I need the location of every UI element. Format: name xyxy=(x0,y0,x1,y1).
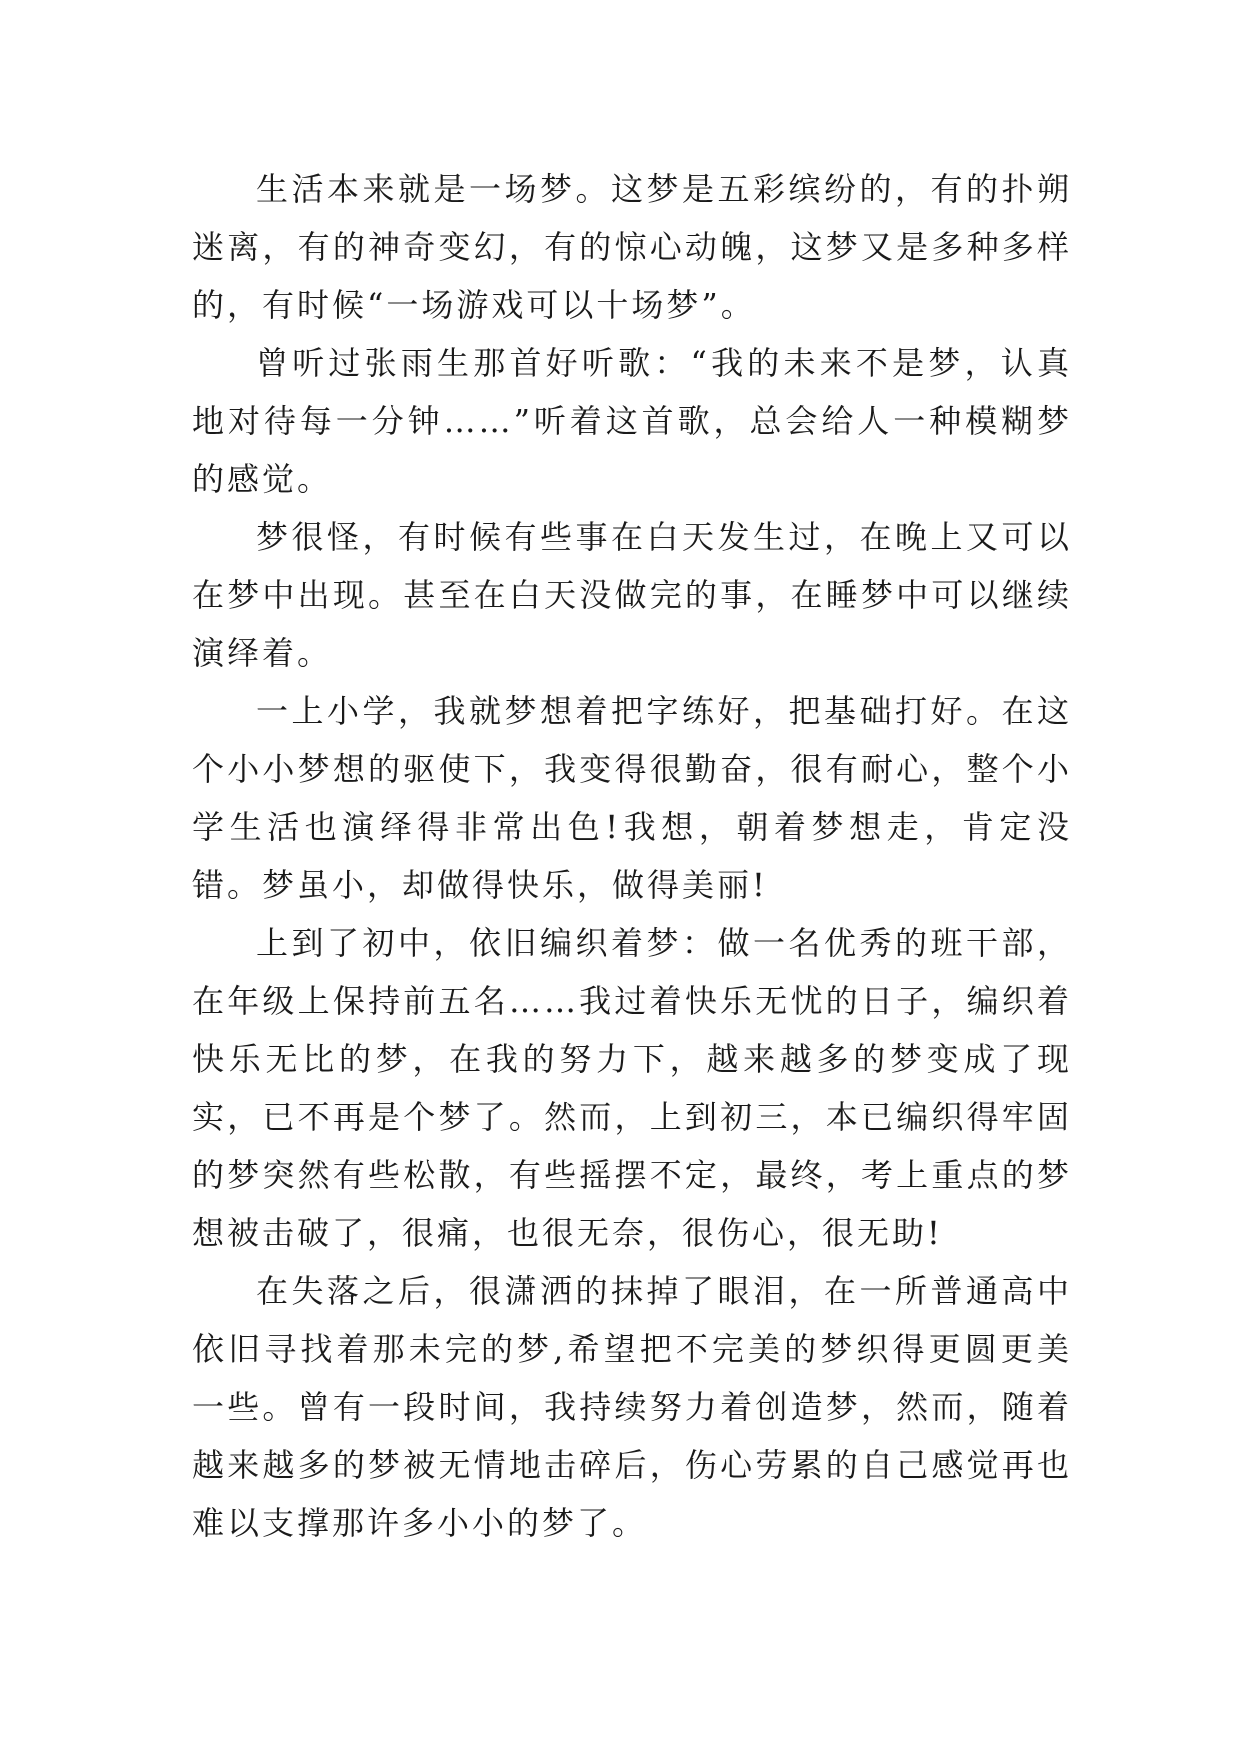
paragraph: 上到了初中，依旧编织着梦：做一名优秀的班干部，在年级上保持前五名……我过着快乐无忧的日子，编织着快乐无比的梦，在我的努力下，越来越多的梦变成了现实，已不再是个梦了。然而，上到初三，本已编织得牢固的梦突然有些松散，有些摇摆不定，最终，考上重点的梦想被击破了，很痛，也很无奈，很伤心，很无助! xyxy=(192,924,1072,1252)
paragraph: 梦很怪，有时候有些事在白天发生过，在晚上又可以在梦中出现。甚至在白天没做完的事，在睡梦中可以继续演绎着。 xyxy=(192,518,1072,672)
document-body xyxy=(192,160,1072,1552)
paragraph: 曾听过张雨生那首好听歌：“我的未来不是梦，认真地对待每一分钟……”听着这首歌，总会给人一种模糊梦的感觉。 xyxy=(192,344,1072,498)
paragraph: 在失落之后，很潇洒的抹掉了眼泪，在一所普通高中依旧寻找着那未完的梦,希望把不完美的梦织得更圆更美一些。曾有一段时间，我持续努力着创造梦，然而，随着越来越多的梦被无情地击碎后，伤心劳累的自己感觉再也难以支撑那许多小小的梦了。 xyxy=(192,1272,1072,1542)
paragraph: 一上小学，我就梦想着把字练好，把基础打好。在这个小小梦想的驱使下，我变得很勤奋，很有耐心，整个小学生活也演绎得非常出色!我想，朝着梦想走，肯定没错。梦虽小，却做得快乐，做得美丽! xyxy=(192,692,1072,904)
paragraph: 生活本来就是一场梦。这梦是五彩缤纷的，有的扑朔迷离，有的神奇变幻，有的惊心动魄，这梦又是多种多样的，有时候“一场游戏可以十场梦”。 xyxy=(192,170,1072,324)
